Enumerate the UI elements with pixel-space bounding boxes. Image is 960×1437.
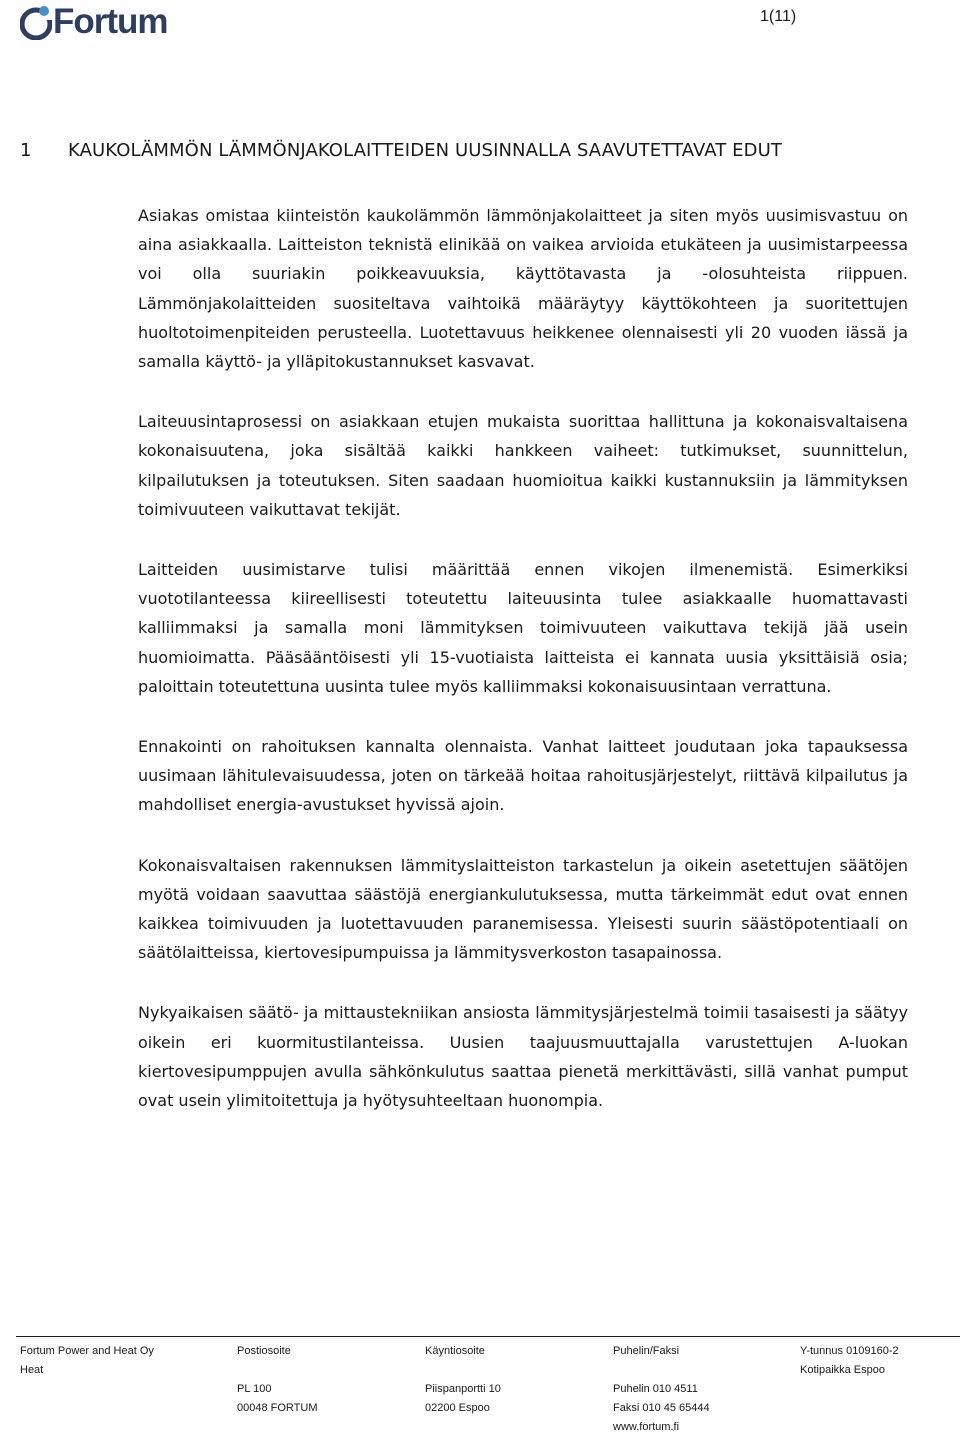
footer-phone: [613, 1342, 710, 1437]
paragraph: Ennakointi on rahoituksen kannalta olennaista. Vanhat laitteet joudutaan joka tapauksessa uusimaan lähitulevaisuudessa, joten on tärkeää hoitaa rahoitusjärjestelyt, riittävä kilpailutus ja mahdolliset energia-avustukset hyvissä ajoin.: [138, 737, 908, 815]
phone-line1: Puhelin 010 4511: [613, 1383, 698, 1395]
postal-line1: PL 100: [237, 1383, 272, 1395]
page-number: 1(11): [760, 8, 797, 25]
paragraph: Nykyaikaisen säätö- ja mittaustekniikan ansiosta lämmitysjärjestelmä toimii tasaisesti ja säätyy oikein eri kuormitustilanteissa. Uusien taajuusmuuttajalla varustettujen A-luokan kiertovesipumppujen avulla sähkönkulutus saattaa pienetä merkittävästi, sillä vanhat pumput ovat usein ylimitoitettuja ja hyötysuhteeltaan huonompia.: [138, 1003, 908, 1111]
fortum-logo-icon: [20, 4, 52, 40]
fortum-logo: [20, 2, 168, 42]
postal-label: Postiosoite: [237, 1345, 291, 1357]
phone-label: Puhelin/Faksi: [613, 1345, 680, 1357]
footer-divider: [16, 1336, 960, 1337]
paragraph: Kokonaisvaltaisen rakennuksen lämmityslaitteiston tarkastelun ja oikein asetettujen säätöjen myötä voidaan saavuttaa säästöjä energiankulutuksessa, mutta tärkeimmät edut ovat ennen kaikkea toimivuuden ja luotettavuuden paranemisessa. Yleisesti suurin säästöpotentiaali on säätölaitteissa, kiertovesipumpuissa ja lämmitysverkoston tasapainossa.: [138, 855, 908, 963]
fax-line: Faksi 010 45 65444: [613, 1402, 710, 1414]
paragraph: Asiakas omistaa kiinteistön kaukolämmön lämmönjakolaitteet ja siten myös uusimisvastuu on aina asiakkaalla. Laitteiston teknistä elinikää on vaikea arvioida etukäteen ja uusimistarpeessa voi olla suuriakin poikkeavuuksia, käyttötavasta ja -olosuhteista riippuen. Lämmönjakolaitteiden suositeltava vaihtoikä määräytyy käyttökohteen ja suoritettujen huoltotoimenpiteiden perusteella. Luotettavuus heikkenee olennaisesti yli 20 vuoden iässä ja samalla käyttö- ja ylläpitokustannukset kasvavat.: [138, 206, 908, 372]
logo-wordmark: Fortum: [53, 2, 168, 41]
section-number: 1: [20, 140, 32, 161]
visiting-label: Käyntiosoite: [425, 1345, 485, 1357]
business-id: Y-tunnus 0109160-2: [800, 1345, 899, 1357]
visiting-line2: 02200 Espoo: [425, 1402, 490, 1414]
paragraph: Laitteiden uusimistarve tulisi määrittää ennen vikojen ilmenemistä. Esimerkiksi vuototilanteessa kiireellisesti toteutettu laiteuusinta tulee asiakkaalle huomattavasti kalliimmaksi ja samalla moni lämmityksen toimivuuteen vaikuttava tekijä jää usein huomioimatta. Pääsääntöisesti yli 15-vuotiaista laitteista ei kannata uusia yksittäisiä osia; paloittain toteutettuna uusinta tulee myös kalliimmaksi kokonaisuusintaan verrattuna.: [138, 560, 908, 696]
section-heading: [20, 140, 920, 161]
footer-business-id: [800, 1342, 899, 1380]
website-link[interactable]: www.fortum.fi: [613, 1421, 680, 1433]
footer-visiting: [425, 1342, 501, 1418]
paragraph: Laiteuusintaprosessi on asiakkaan etujen mukaista suorittaa hallittuna ja kokonaisvaltaisena kokonaisuutena, joka sisältää kaikki hankkeen vaiheet: tutkimukset, suunnittelun, kilpailutuksen ja toteutuksen. Siten saadaan huomioitua kaikki kustannuksiin ja lämmityksen toimivuuteen vaikuttavat tekijät.: [138, 412, 908, 519]
footer-postal: [237, 1342, 318, 1418]
visiting-line1: Piispanportti 10: [425, 1383, 501, 1395]
body-text: [138, 201, 908, 1146]
footer-company: [20, 1342, 154, 1380]
section-title: KAUKOLÄMMÖN LÄMMÖNJAKOLAITTEIDEN UUSINNALLA SAAVUTETTAVAT EDUT: [68, 140, 782, 161]
company-name: Fortum Power and Heat Oy: [20, 1345, 154, 1357]
postal-line2: 00048 FORTUM: [237, 1402, 318, 1414]
company-division: Heat: [20, 1364, 44, 1376]
domicile: Kotipaikka Espoo: [800, 1364, 885, 1376]
